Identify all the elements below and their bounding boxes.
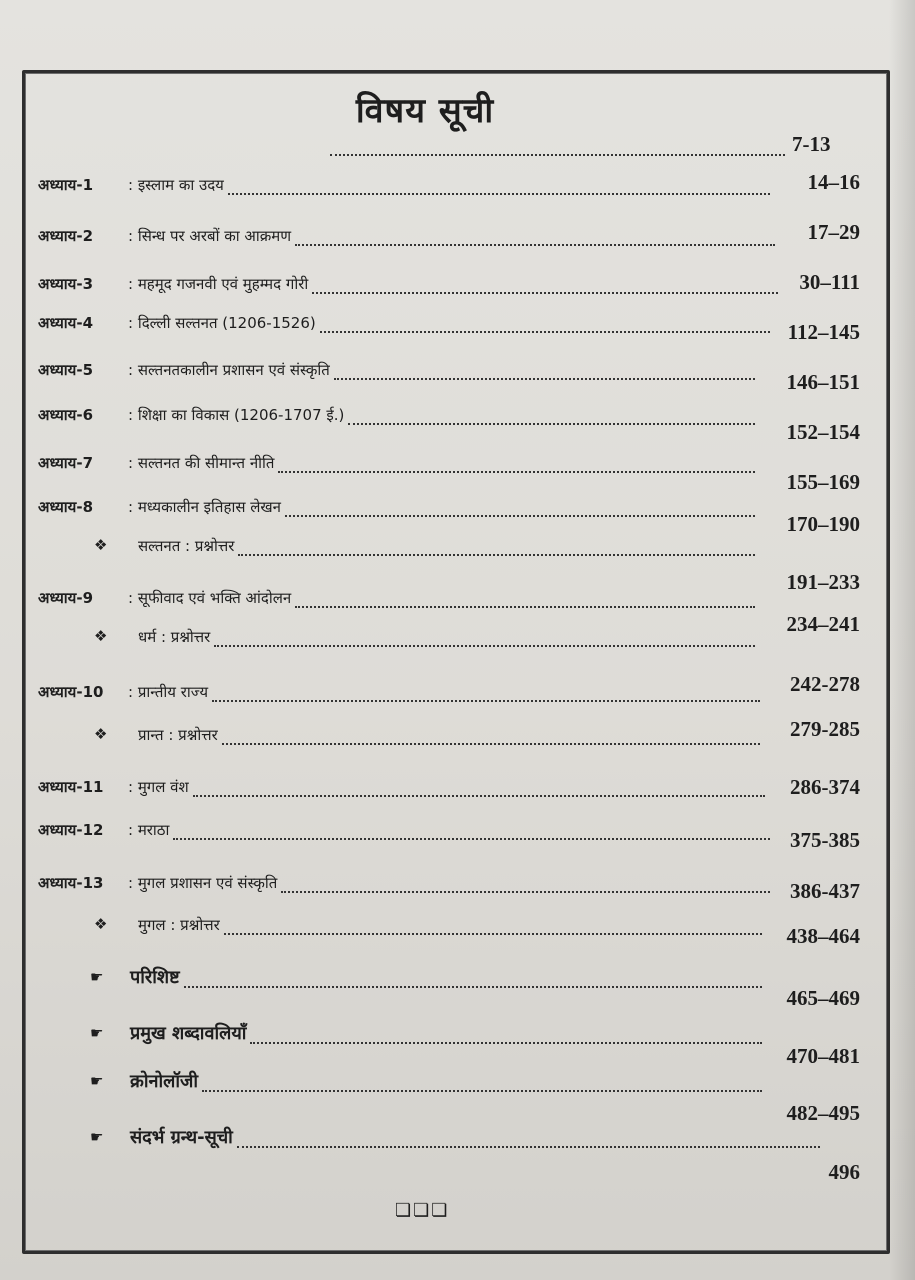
diamond-bullet-icon: ❖ bbox=[94, 536, 108, 554]
dot-leader bbox=[278, 471, 755, 473]
page-range: 482–495 bbox=[786, 1101, 860, 1125]
page-range: 112–145 bbox=[787, 320, 860, 344]
page-range: 234–241 bbox=[786, 612, 860, 636]
entry-title: : दिल्ली सल्तनत (1206-1526) bbox=[128, 314, 316, 332]
diamond-bullet-icon: ❖ bbox=[94, 725, 108, 743]
diamond-bullet-icon: ❖ bbox=[94, 915, 108, 933]
page-range: 386-437 bbox=[790, 879, 860, 903]
pointing-hand-icon: ☛ bbox=[90, 1024, 104, 1042]
chapter-number: अध्याय-3 bbox=[38, 275, 94, 293]
page-range: 7-13 bbox=[792, 132, 831, 156]
chapter-number: अध्याय-5 bbox=[38, 361, 94, 379]
entry-title: क्रोनोलॉजी bbox=[130, 1071, 199, 1092]
dot-leader bbox=[237, 1146, 820, 1148]
entry-title: : इस्लाम का उदय bbox=[128, 176, 224, 194]
dot-leader bbox=[202, 1090, 762, 1092]
entry-title: : मुगल वंश bbox=[128, 778, 189, 796]
dot-leader bbox=[295, 606, 755, 608]
dot-leader bbox=[250, 1042, 762, 1044]
page-range: 155–169 bbox=[786, 470, 860, 494]
entry-title: सल्तनत : प्रश्नोत्तर bbox=[138, 537, 235, 555]
chapter-number: अध्याय-12 bbox=[38, 821, 104, 839]
entry-title: परिशिष्ट bbox=[130, 967, 180, 988]
dot-leader bbox=[285, 515, 755, 517]
page-range: 14–16 bbox=[807, 170, 860, 194]
dot-leader bbox=[312, 292, 778, 294]
chapter-number: अध्याय-9 bbox=[38, 589, 94, 607]
dot-leader bbox=[295, 244, 775, 246]
page-range: 191–233 bbox=[786, 570, 860, 594]
page-range: 30–111 bbox=[799, 270, 860, 294]
chapter-number: अध्याय-11 bbox=[38, 778, 104, 796]
entry-title: : महमूद गजनवी एवं मुहम्मद गोरी bbox=[128, 275, 309, 293]
dot-leader bbox=[184, 986, 762, 988]
page-range: 170–190 bbox=[786, 512, 860, 536]
entry-title: : प्रान्तीय राज्य bbox=[128, 683, 209, 701]
dot-leader bbox=[212, 700, 760, 702]
end-mark: ❏❏❏ bbox=[395, 1200, 450, 1221]
dot-leader bbox=[193, 795, 765, 797]
dot-leader bbox=[214, 645, 755, 647]
dot-leader bbox=[173, 838, 770, 840]
page-range: 465–469 bbox=[786, 986, 860, 1010]
entry-title: : सल्तनतकालीन प्रशासन एवं संस्कृति bbox=[128, 361, 330, 379]
page-range: 375-385 bbox=[790, 828, 860, 852]
page-range: 438–464 bbox=[786, 924, 860, 948]
page-title: विषय सूची bbox=[355, 91, 495, 131]
pointing-hand-icon: ☛ bbox=[90, 1072, 104, 1090]
entry-title: धर्म : प्रश्नोत्तर bbox=[138, 628, 211, 646]
entry-title: : सूफीवाद एवं भक्ति आंदोलन bbox=[128, 589, 292, 607]
page-range: 242-278 bbox=[790, 672, 860, 696]
chapter-number: अध्याय-6 bbox=[38, 406, 94, 424]
page-edge-shadow bbox=[889, 0, 915, 1280]
page-range: 496 bbox=[828, 1160, 860, 1184]
diamond-bullet-icon: ❖ bbox=[94, 627, 108, 645]
chapter-number: अध्याय-13 bbox=[38, 874, 104, 892]
entry-title: मुगल : प्रश्नोत्तर bbox=[138, 916, 220, 934]
chapter-number: अध्याय-2 bbox=[38, 227, 94, 245]
entry-title: प्रमुख शब्दावलियाँ bbox=[130, 1023, 247, 1044]
dot-leader bbox=[238, 554, 755, 556]
chapter-number: अध्याय-7 bbox=[38, 454, 94, 472]
chapter-number: अध्याय-8 bbox=[38, 498, 94, 516]
pointing-hand-icon: ☛ bbox=[90, 968, 104, 986]
page-range: 279-285 bbox=[790, 717, 860, 741]
chapter-number: अध्याय-4 bbox=[38, 314, 94, 332]
chapter-number: अध्याय-10 bbox=[38, 683, 104, 701]
dot-leader bbox=[228, 193, 770, 195]
chapter-number: अध्याय-1 bbox=[38, 176, 94, 194]
pointing-hand-icon: ☛ bbox=[90, 1128, 104, 1146]
entry-title: प्रान्त : प्रश्नोत्तर bbox=[138, 726, 218, 744]
entry-title: : शिक्षा का विकास (1206-1707 ई.) bbox=[128, 406, 345, 424]
page-range: 146–151 bbox=[786, 370, 860, 394]
entry-title: : मुगल प्रशासन एवं संस्कृति bbox=[128, 874, 278, 892]
dot-leader bbox=[222, 743, 760, 745]
dot-leader bbox=[320, 331, 770, 333]
entry-title: : सल्तनत की सीमान्त नीति bbox=[128, 454, 275, 472]
dot-leader bbox=[281, 891, 770, 893]
page-range: 286-374 bbox=[790, 775, 860, 799]
page-range: 470–481 bbox=[786, 1044, 860, 1068]
dot-leader bbox=[224, 933, 762, 935]
dot-leader bbox=[348, 423, 755, 425]
entry-title: : मध्यकालीन इतिहास लेखन bbox=[128, 498, 282, 516]
entry-title: : सिन्ध पर अरबों का आक्रमण bbox=[128, 227, 292, 245]
entry-title: : मराठा bbox=[128, 821, 170, 839]
page-range: 17–29 bbox=[807, 220, 860, 244]
page-range: 152–154 bbox=[786, 420, 860, 444]
entry-title: संदर्भ ग्रन्थ-सूची bbox=[130, 1127, 233, 1148]
dot-leader bbox=[330, 154, 785, 156]
dot-leader bbox=[334, 378, 755, 380]
